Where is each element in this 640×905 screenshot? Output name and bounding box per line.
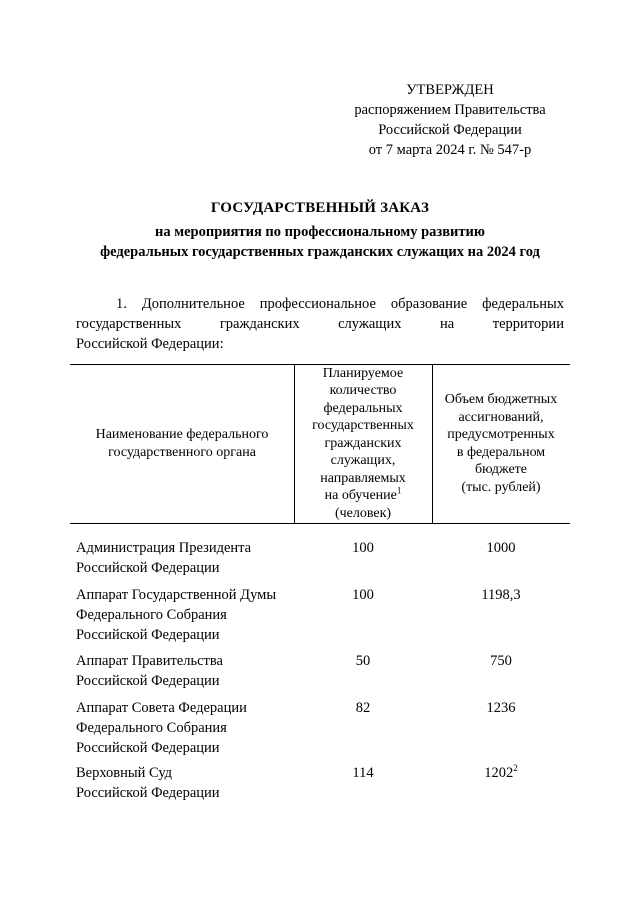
paragraph-line-3: Российской Федерации: [76, 336, 224, 352]
header-quantity-line: служащих, [330, 453, 396, 469]
approval-line: распоряжением Правительства [354, 102, 546, 118]
row-quantity: 50 [355, 653, 371, 669]
header-quantity-line: гражданских [324, 435, 402, 451]
row-name-line: Администрация Президента [76, 540, 252, 556]
header-quantity-line: количество [329, 383, 397, 399]
row-budget-value: 1202 [484, 765, 514, 781]
subtitle-line: федеральных государственных гражданских служащих на 2024 год [100, 244, 540, 260]
paragraph-line-2 [76, 314, 564, 334]
row-name-line: Аппарат Правительства [76, 653, 223, 669]
header-quantity-text: на обучение [324, 488, 397, 504]
row-quantity: 114 [352, 765, 374, 781]
footnote-marker: 2 [513, 763, 518, 774]
paragraph-word: государственных [76, 316, 182, 332]
paragraph-word: на [440, 316, 455, 332]
header-quantity [294, 364, 432, 523]
header-quantity-line [294, 487, 432, 505]
row-name-line: Российской Федерации [76, 560, 220, 576]
row-agency-name [76, 763, 296, 803]
header-name-line: государственного органа [108, 444, 256, 460]
row-name-line: Российской Федерации [76, 627, 220, 643]
header-quantity-unit: (человек) [334, 505, 392, 521]
header-budget [432, 364, 570, 523]
row-name-line: Верховный Суд [76, 765, 173, 781]
footnote-marker: 1 [396, 485, 402, 496]
paragraph-word: образование [390, 296, 468, 312]
row-quantity: 100 [352, 540, 374, 556]
row-name-line: Российской Федерации [76, 785, 220, 801]
approval-line: Российской Федерации [378, 122, 522, 138]
row-agency-name [76, 698, 296, 758]
paragraph-word: 1. [116, 296, 127, 312]
document-title: ГОСУДАРСТВЕННЫЙ ЗАКАЗ [210, 200, 430, 216]
header-quantity-line: федеральных [323, 400, 403, 416]
header-quantity-line: государственных [312, 418, 414, 434]
paragraph-text [116, 294, 564, 314]
paragraph-word: Дополнительное [141, 296, 245, 312]
row-budget [432, 651, 570, 671]
header-budget-line: (тыс. рублей) [461, 479, 541, 495]
approval-block [330, 80, 570, 160]
paragraph-word: гражданских [219, 316, 300, 332]
row-agency-name [76, 585, 296, 645]
header-budget-line: бюджете [474, 462, 528, 477]
row-budget-value: 1000 [486, 540, 516, 556]
row-name-line: Российской Федерации [76, 673, 220, 689]
row-name-line: Федерального Собрания [76, 607, 227, 623]
row-budget [432, 585, 570, 605]
paragraph-line-1 [76, 294, 564, 314]
row-name-line: Российской Федерации [76, 740, 220, 756]
row-quantity: 100 [352, 587, 374, 603]
document-subtitle [60, 222, 580, 262]
subtitle-line: на мероприятия по профессиональному развитию [155, 224, 485, 240]
approval-date-number: от 7 марта 2024 г. № 547-р [368, 142, 532, 158]
row-quantity: 82 [355, 700, 371, 716]
paragraph-word: федеральных [482, 296, 564, 312]
header-budget-line: в федеральном [456, 444, 546, 460]
row-budget [432, 763, 570, 783]
row-name-line: Федерального Собрания [76, 720, 227, 736]
paragraph-word: профессиональное [259, 296, 376, 312]
row-name-line: Аппарат Государственной Думы [76, 587, 277, 603]
approval-heading: УТВЕРЖДЕН [406, 82, 494, 98]
paragraph-word: служащих [338, 316, 402, 332]
row-name-line: Аппарат Совета Федерации [76, 700, 247, 716]
section-paragraph [76, 294, 564, 354]
row-agency-name [76, 651, 296, 691]
header-name [70, 364, 294, 523]
row-budget [432, 698, 570, 718]
header-quantity-line: направляемых [320, 470, 406, 486]
row-budget-value: 1198,3 [481, 587, 521, 603]
header-budget-line: ассигнований, [458, 409, 544, 425]
header-budget-line: предусмотренных [447, 427, 555, 442]
row-budget-value: 750 [490, 653, 512, 669]
paragraph-word: территории [492, 316, 564, 332]
table-header-rule [70, 523, 570, 524]
row-budget [432, 538, 570, 558]
header-quantity-line: Планируемое [322, 365, 404, 381]
row-budget-value: 1236 [486, 700, 516, 716]
header-name-line: Наименование федерального [95, 427, 269, 442]
row-agency-name [76, 538, 296, 578]
header-budget-line: Объем бюджетных [444, 392, 558, 407]
